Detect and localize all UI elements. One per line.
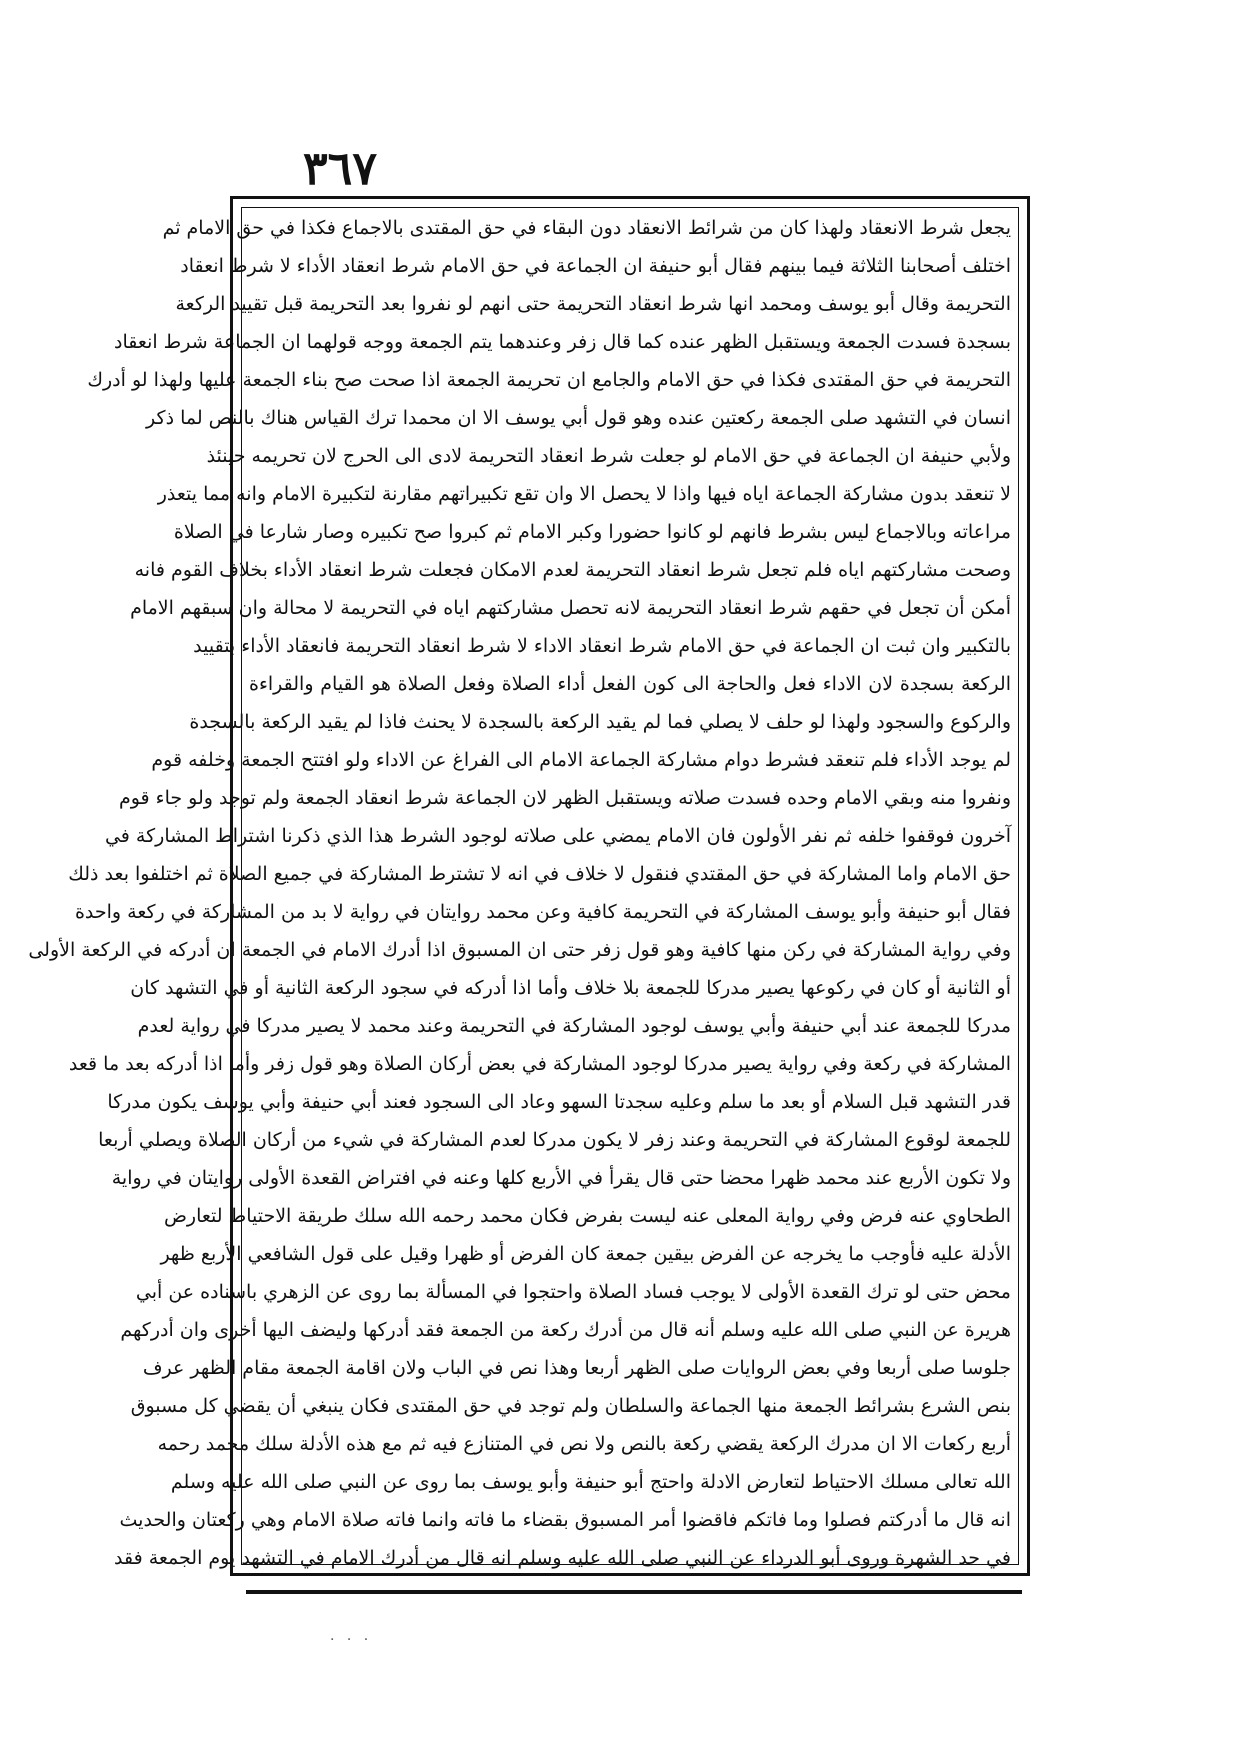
page-number: ٣٦٧ (302, 141, 378, 195)
text-line: أو الثانية أو كان في ركوعها يصير مدركا للجمعة بلا خلاف وأما اذا أدركه في سجود الركعة الثانية أو في التشهد كان (130, 977, 1011, 999)
text-line: انسان في التشهد صلى الجمعة ركعتين عنده وهو قول أبي يوسف الا ان محمدا ترك القياس هناك بالنص لما ذكر (146, 407, 1011, 429)
text-line: التحريمة في حق المقتدى فكذا في حق الامام والجامع ان تحريمة الجمعة اذا صحت صح بناء الجمعة عليها ولهذا لو أدرك (87, 369, 1011, 391)
text-line: التحريمة وقال أبو يوسف ومحمد انها شرط انعقاد التحريمة حتى انهم لو نفروا بعد التحريمة قبل تقييد الركعة (175, 293, 1011, 315)
text-line: مدركا للجمعة عند أبي حنيفة وأبي يوسف لوجود المشاركة في التحريمة وعند محمد لا يصير مدركا في رواية لعدم (137, 1015, 1011, 1037)
text-line: لم يوجد الأداء فلم تنعقد فشرط دوام مشاركة الجماعة الامام الى الفراغ عن الاداء ولو افتتح الجمعة وخلفه قوم (151, 749, 1011, 771)
text-line: آخرون فوقفوا خلفه ثم نفر الأولون فان الامام يمضي على صلاته لوجود الشرط هذا الذي ذكرنا اشتراط المشاركة في (104, 825, 1011, 847)
text-line: بسجدة فسدت الجمعة ويستقبل الظهر عنده كما قال زفر وعندهما يتم الجمعة ووجه قولهما ان الجماعة شرط انعقاد (114, 331, 1011, 353)
text-line: ونفروا منه وبقي الامام وحده فسدت صلاته ويستقبل الظهر لان الجماعة شرط انعقاد الجمعة ولم توجد ولو جاء قوم (118, 787, 1011, 809)
text-line: بالتكبير وان ثبت ان الجماعة في حق الامام شرط انعقاد الاداء لا شرط انعقاد التحريمة فانعقاد الأداء بتقييد (193, 635, 1011, 657)
bottom-rule (246, 1590, 1022, 1594)
text-line: بنص الشرع بشرائط الجمعة منها الجماعة والسلطان ولم توجد في حق المقتدى فكان ينبغي أن يقضي كل مسبوق (130, 1395, 1011, 1417)
text-line: ولأبي حنيفة ان الجماعة في حق الامام لو جعلت شرط انعقاد التحريمة لادى الى الحرج لان تحريمه حينئذ (206, 445, 1011, 467)
text-line: والركوع والسجود ولهذا لو حلف لا يصلي فما لم يقيد الركعة بالسجدة لا يحنث فاذا لم يقيد الركعة بالسجدة (189, 711, 1011, 733)
text-line: هريرة عن النبي صلى الله عليه وسلم أنه قال من أدرك ركعة من الجمعة فقد أدركها وليضف اليها أخرى وان أدركهم (120, 1319, 1011, 1341)
text-line: محض حتى لو ترك القعدة الأولى لا يوجب فساد الصلاة واحتجوا في المسألة بما روى عن الزهري باسناده عن أبي (135, 1281, 1011, 1303)
text-line: يجعل شرط الانعقاد ولهذا كان من شرائط الانعقاد دون البقاء في حق المقتدى بالاجماع فكذا في حق الامام ثم (162, 217, 1011, 239)
text-body (28, 209, 1011, 1577)
text-line: ولا تكون الأربع عند محمد ظهرا محضا حتى قال يقرأ في الأربع كلها وعنه في افتراض القعدة الأولى روايتان في رواية (111, 1167, 1011, 1189)
text-line: الطحاوي عنه فرض وفي رواية المعلى عنه ليست بفرض فكان محمد رحمه الله سلك طريقة الاحتياط لتعارض (163, 1205, 1011, 1227)
text-frame (28, 196, 1030, 1576)
footer-marks: · · · (330, 1632, 373, 1648)
text-line: وصحت مشاركتهم اياه فلم تجعل شرط انعقاد التحريمة لعدم الامكان فجعلت شرط انعقاد الأداء بخلاف القوم فانه (134, 559, 1011, 581)
text-line: أمكن أن تجعل في حقهم شرط انعقاد التحريمة لانه تحصل مشاركتهم اياه في التحريمة لا محالة وان سبقهم الامام (130, 597, 1011, 619)
text-line: اختلف أصحابنا الثلاثة فيما بينهم فقال أبو حنيفة ان الجماعة في حق الامام شرط انعقاد الأداء لا شرط انعقاد (180, 255, 1011, 277)
text-line: لا تنعقد بدون مشاركة الجماعة اياه فيها واذا لا يحصل الا وان تقع تكبيراتهم مقارنة لتكبيرة الامام وانه مما يتعذر (157, 483, 1011, 505)
text-line: انه قال ما أدركتم فصلوا وما فاتكم فاقضوا أمر المسبوق بقضاء ما فاته وانما فاته صلاة الامام وهي ركعتان والحديث (119, 1509, 1011, 1531)
text-line: قدر التشهد قبل السلام أو بعد ما سلم وعليه سجدتا السهو وعاد الى السجود فعند أبي حنيفة وأبي يوسف يكون مدركا (107, 1091, 1011, 1113)
text-line: الأدلة عليه فأوجب ما يخرجه عن الفرض بيقين جمعة كان الفرض أو ظهرا وقيل على قول الشافعي الأربع ظهر (160, 1243, 1011, 1265)
text-line: الركعة بسجدة لان الاداء فعل والحاجة الى كون الفعل أداء الصلاة وفعل الصلاة هو القيام والقراءة (249, 673, 1011, 695)
text-line: جلوسا صلى أربعا وفي بعض الروايات صلى الظهر أربعا وهذا نص في الباب ولان اقامة الجمعة مقام الظهر عرف (142, 1357, 1011, 1379)
text-line: المشاركة في ركعة وفي رواية يصير مدركا لوجود المشاركة في بعض أركان الصلاة وهو قول زفر وأما اذا أدركه بعد ما قعد (68, 1053, 1011, 1075)
text-line: في حد الشهرة وروى أبو الدرداء عن النبي صلى الله عليه وسلم انه قال من أدرك الامام في التشهد يوم الجمعة فقد (114, 1547, 1011, 1569)
text-line: مراعاته وبالاجماع ليس بشرط فانهم لو كانوا حضورا وكبر الامام ثم كبروا صح تكبيره وصار شارعا في الصلاة (173, 521, 1011, 543)
text-line: فقال أبو حنيفة وأبو يوسف المشاركة في التحريمة كافية وعن محمد روايتان في رواية لا بد من المشاركة في ركعة واحدة (74, 901, 1011, 923)
text-line: وفي رواية المشاركة في ركن منها كافية وهو قول زفر حتى ان المسبوق اذا أدرك الامام في الجمعة ان أدركه في الركعة الأولى (28, 939, 1011, 961)
text-line: للجمعة لوقوع المشاركة في التحريمة وعند زفر لا يكون مدركا لعدم المشاركة في شيء من أركان الصلاة ويصلي أربعا (98, 1129, 1011, 1151)
text-line: الله تعالى مسلك الاحتياط لتعارض الادلة واحتج أبو حنيفة وأبو يوسف بما روى عن النبي صلى الله عليه وسلم (170, 1471, 1011, 1493)
text-line: أربع ركعات الا ان مدرك الركعة يقضي ركعة بالنص ولا نص في المتنازع فيه ثم مع هذه الأدلة سلك محمد رحمه (157, 1433, 1011, 1455)
text-line: حق الامام واما المشاركة في حق المقتدي فنقول لا خلاف في انه لا تشترط المشاركة في جميع الصلاة ثم اختلفوا بعد ذلك (68, 863, 1011, 885)
